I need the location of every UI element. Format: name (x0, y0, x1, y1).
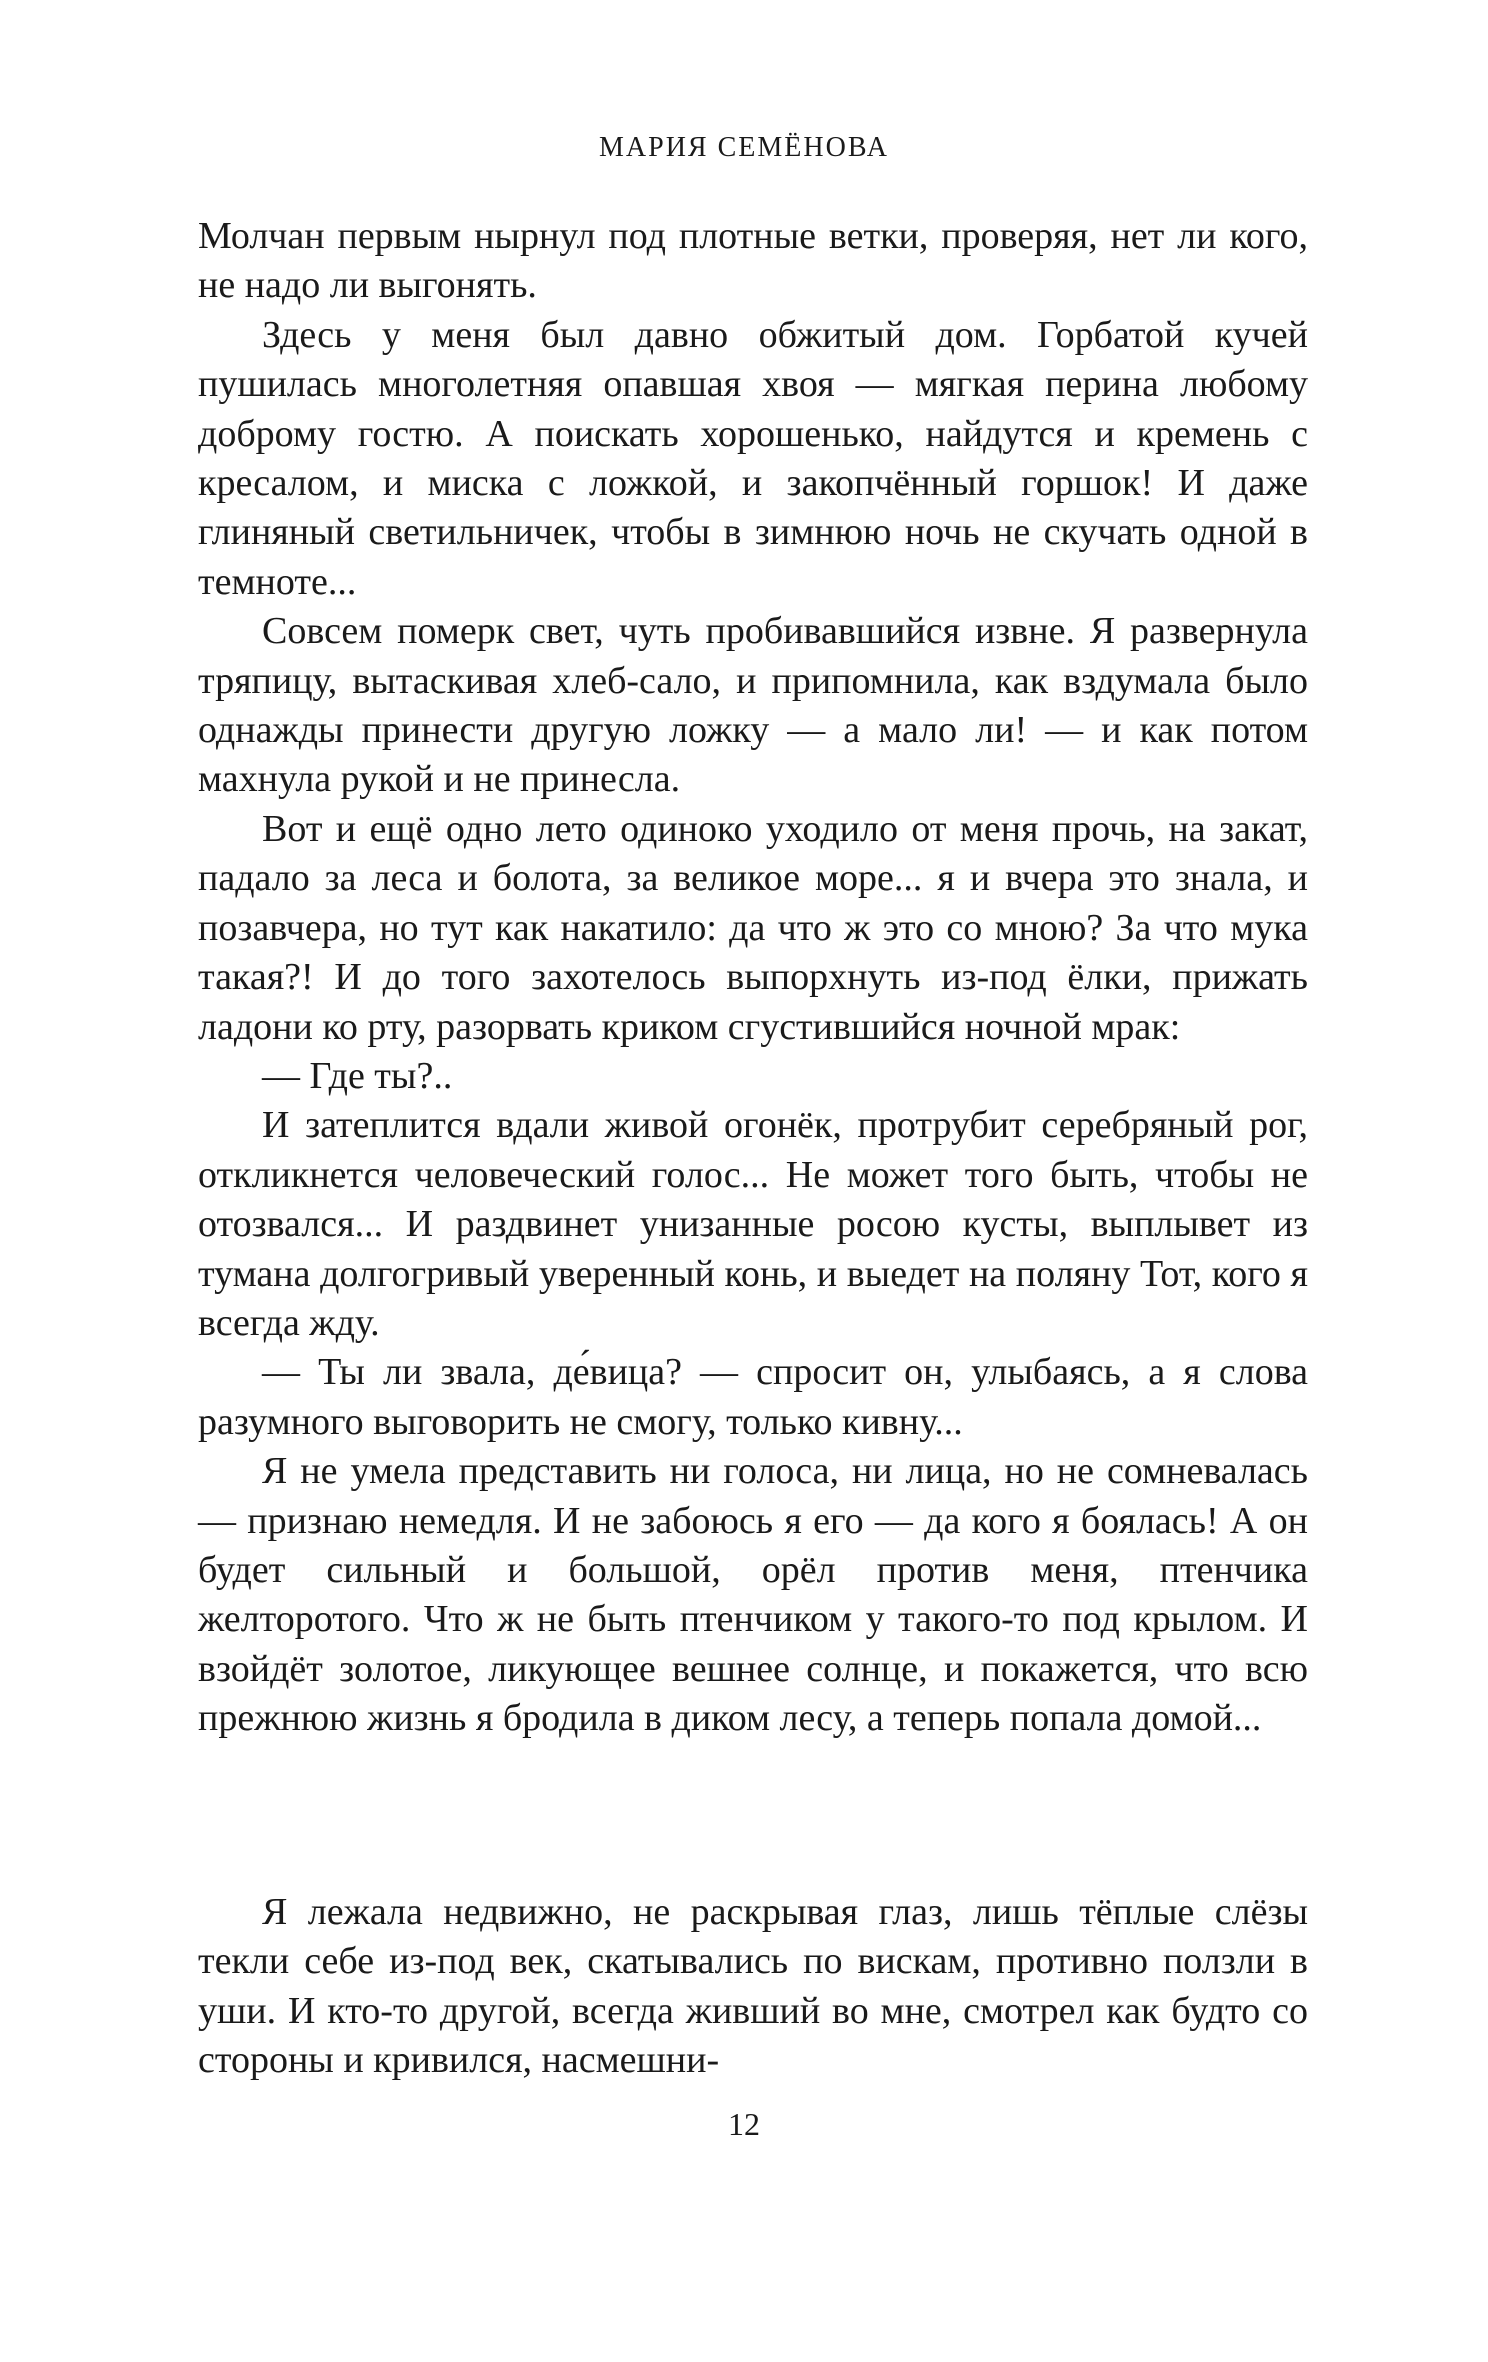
paragraph: — Ты ли звала, де́вица? — спросит он, улыбаясь, а я слова разумного выговорить не смогу, только кивну... (198, 1351, 1308, 1443)
paragraph: Совсем померк свет, чуть пробивавшийся извне. Я развернула тряпицу, вытаскивая хлеб-сало, и припомнила, как вздумала было однажды принести другую ложку — а мало ли! — и как потом махнула рукой и не принесла. (198, 610, 1308, 801)
paragraph: И затеплится вдали живой огонёк, протрубит серебряный рог, откликнется человеческий голос... Не может того быть, чтобы не отозвался... И раздвинет унизанные росою кусты, выплывет из тумана долгогривый уверенный конь, и выедет на поляну Тот, кого я всегда жду. (198, 1104, 1308, 1344)
paragraph: Я лежала недвижно, не раскрывая глаз, лишь тёплые слёзы текли себе из-под век, скатывались по вискам, противно ползли в уши. И кто-то другой, всегда живший во мне, смотрел как будто со стороны и кривился, насмешни- (198, 1891, 1308, 2082)
paragraph: Вот и ещё одно лето одиноко уходило от меня прочь, на закат, падало за леса и болота, за великое море... я и вчера это знала, и позавчера, но тут как накатило: да что ж это со мною? За что мука такая?! И до того захотелось выпорхнуть из-под ёлки, прижать ладони ко рту, разорвать криком сгустившийся ночной мрак: (198, 807, 1308, 1048)
paragraph: Молчан первым нырнул под плотные ветки, проверяя, нет ли кого, не надо ли выгонять. (198, 215, 1308, 307)
paragraph: Я не умела представить ни голоса, ни лица, но не сомневалась — признаю немедля. И не забоюсь я его — да кого я боялась! А он будет сильный и большой, орёл против меня, птенчика желторотого. Что ж не быть птенчиком у такого-то под крылом. И взойдёт золотое, ликующее вешнее солнце, и покажется, что всю прежнюю жизнь я бродила в диком лесу, а теперь попала домой... (198, 1450, 1308, 1740)
text-section-1 (198, 212, 1308, 1744)
page-number: 12 (728, 2106, 760, 2142)
running-title: МАРИЯ СЕМЁНОВА (599, 132, 889, 163)
paragraph: Здесь у меня был давно обжитый дом. Горбатой кучей пушилась многолетняя опавшая хвоя — мягкая перина любому доброму гостю. А поискать хорошенько, найдутся и кремень с кресалом, и миска с ложкой, и закопчённый горшок! И даже глиняный светильничек, чтобы в зимнюю ночь не скучать одной в темноте... (198, 313, 1308, 603)
paragraph: — Где ты?.. (262, 1054, 453, 1097)
text-section-2 (198, 1888, 1308, 2086)
